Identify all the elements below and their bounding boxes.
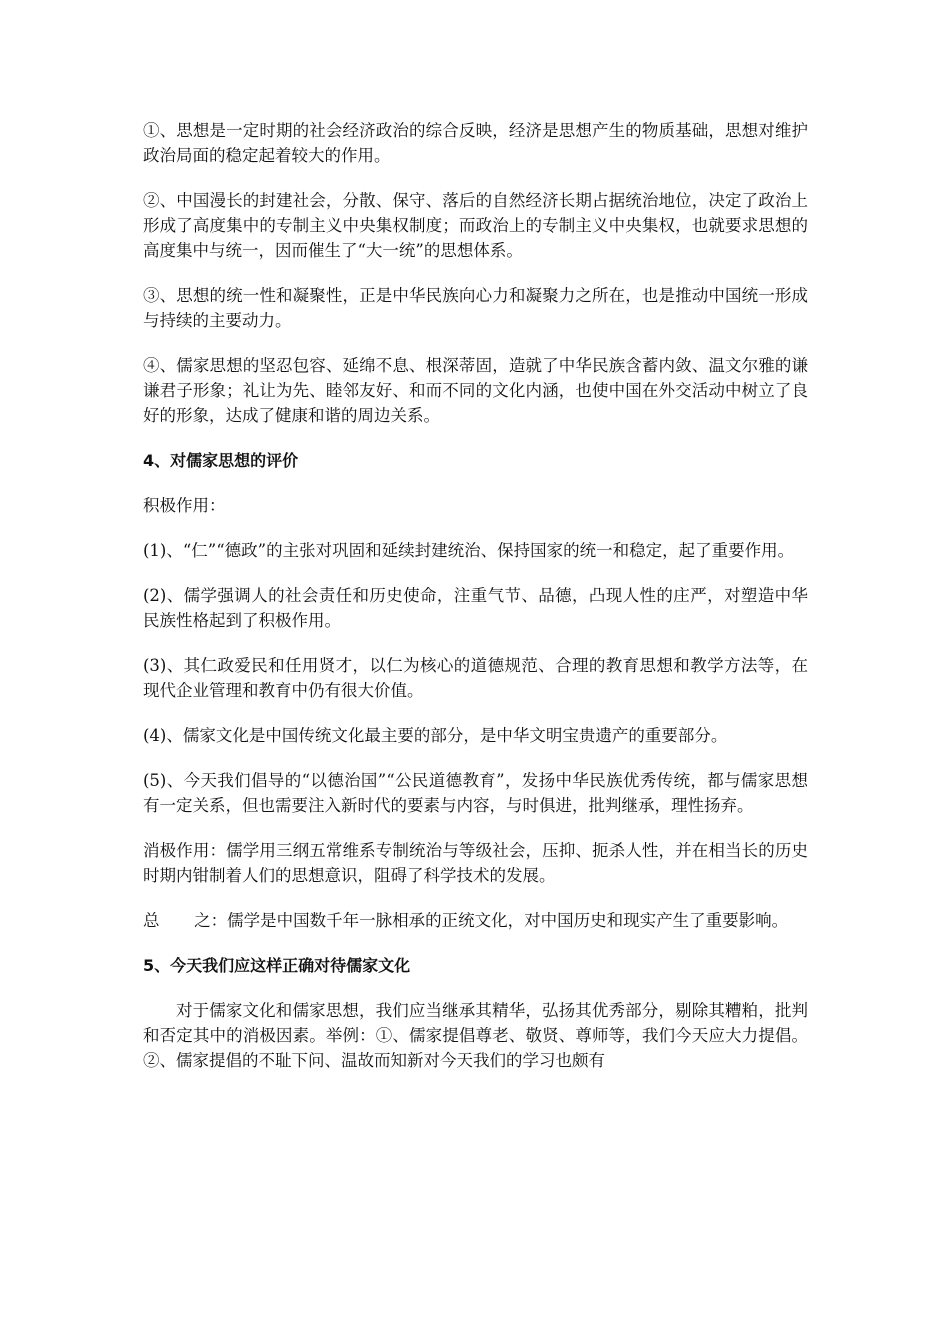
paragraph-point-3: ③、思想的统一性和凝聚性，正是中华民族向心力和凝聚力之所在，也是推动中国统一形成与持续的主要动力。 [143,286,808,330]
section-heading-attitude: 5、今天我们应这样正确对待儒家文化 [143,956,411,975]
summary-label-first: 总 [143,911,160,930]
positive-item-1: (1)、“仁”“德政”的主张对巩固和延续封建统治、保持国家的统一和稳定，起了重要作用。 [143,541,795,560]
positive-item-5: (5)、今天我们倡导的“以德治国”“公民道德教育”，发扬中华民族优秀传统，都与儒家思想有一定关系，但也需要注入新时代的要素与内容，与时俱进，批判继承，理性扬弃。 [143,771,808,815]
positive-item-3: (3)、其仁政爱民和任用贤才，以仁为核心的道德规范、合理的教育思想和教学方法等，在现代企业管理和教育中仍有很大价值。 [143,656,808,700]
paragraph-point-4: ④、儒家思想的坚忍包容、延绵不息、根深蒂固，造就了中华民族含蓄内敛、温文尔雅的谦谦君子形象；礼让为先、睦邻友好、和而不同的文化内涵，也使中国在外交活动中树立了良好的形象，达成了健康和谐的周边关系。 [143,356,808,425]
section-heading-evaluation: 4、对儒家思想的评价 [143,451,299,470]
paragraph-point-2: ②、中国漫长的封建社会，分散、保守、落后的自然经济长期占据统治地位，决定了政治上形成了高度集中的专制主义中央集权制度；而政治上的专制主义中央集权，也就要求思想的高度集中与统一，因而催生了“大一统”的思想体系。 [143,191,808,260]
summary-text: 儒学是中国数千年一脉相承的正统文化，对中国历史和现实产生了重要影响。 [227,911,789,930]
paragraph-point-1: ①、思想是一定时期的社会经济政治的综合反映，经济是思想产生的物质基础，思想对维护政治局面的稳定起着较大的作用。 [143,121,808,165]
positive-effects-label: 积极作用： [143,496,226,515]
summary-label-second: 之： [194,911,228,930]
attitude-body-paragraph: 对于儒家文化和儒家思想，我们应当继承其精华，弘扬其优秀部分，剔除其糟粕，批判和否定其中的消极因素。举例：①、儒家提倡尊老、敬贤、尊师等，我们今天应大力提倡。②、儒家提倡的不耻下问、温故而知新对今天我们的学习也颇有 [143,1001,808,1070]
negative-effects-paragraph: 消极作用：儒学用三纲五常维系专制统治与等级社会，压抑、扼杀人性，并在相当长的历史时期内钳制着人们的思想意识，阻碍了科学技术的发展。 [143,841,808,885]
positive-item-2: (2)、儒学强调人的社会责任和历史使命，注重气节、品德，凸现人性的庄严，对塑造中华民族性格起到了积极作用。 [143,586,808,630]
summary-paragraph [143,908,808,933]
document-page [143,118,808,1093]
positive-item-4: (4)、儒家文化是中国传统文化最主要的部分，是中华文明宝贵遗产的重要部分。 [143,726,728,745]
